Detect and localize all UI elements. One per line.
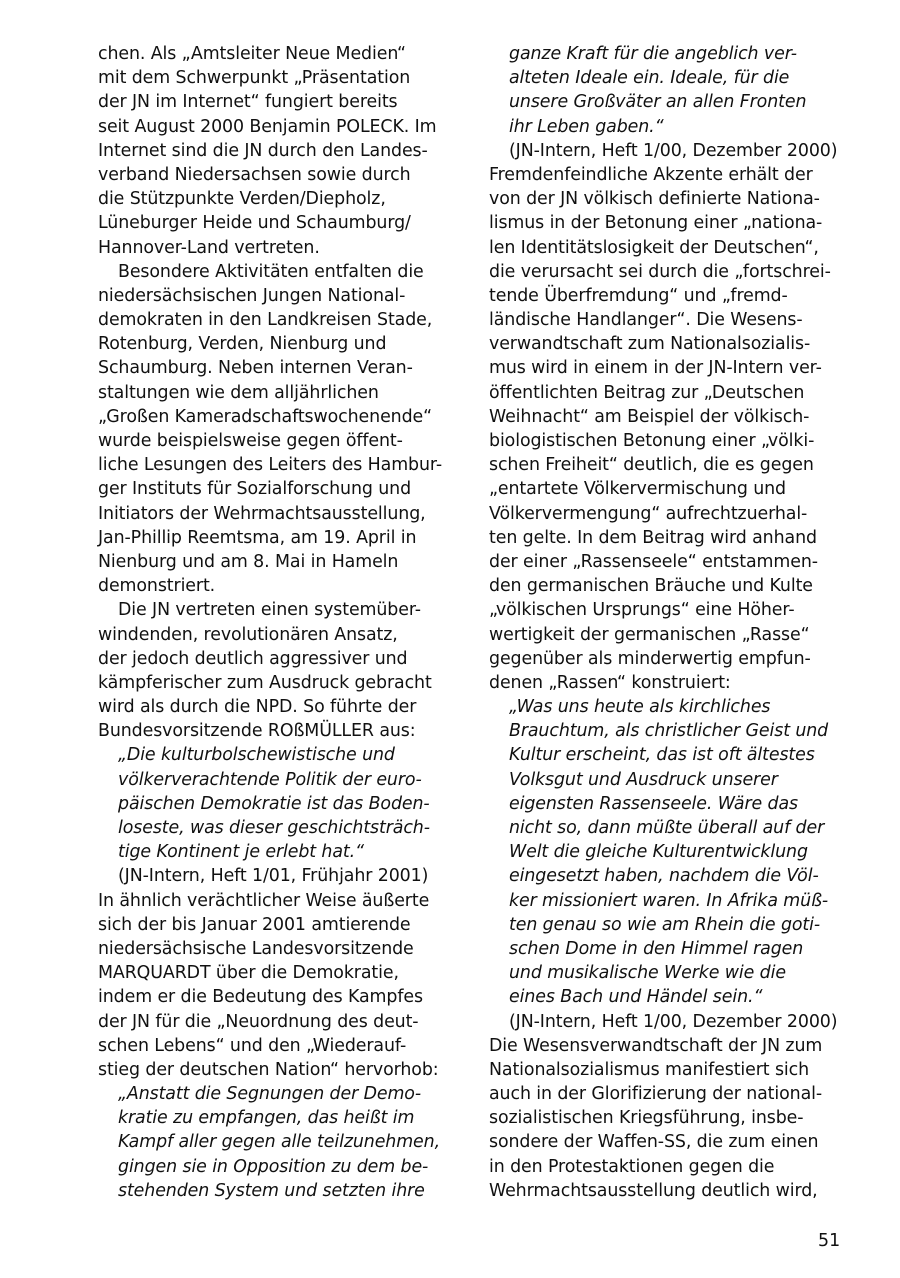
text-line: niedersächsischen Jungen National- xyxy=(98,285,406,306)
quote-line: gingen sie in Opposition zu dem be- xyxy=(118,1156,429,1177)
right-text-column xyxy=(489,42,849,1203)
text-line: mit dem Schwerpunkt „Präsentation xyxy=(98,68,411,89)
quote-line: ten genau so wie am Rhein die goti- xyxy=(509,914,821,935)
text-line: staltungen wie dem alljährlichen xyxy=(98,382,379,403)
text-line: ger Instituts für Sozialforschung und xyxy=(98,479,412,500)
text-line: len Identitätslosigkeit der Deutschen“, xyxy=(489,237,819,258)
text-line: kämpferischer zum Ausdruck gebracht xyxy=(98,672,432,693)
left-text-column xyxy=(98,42,460,1203)
text-line: liche Lesungen des Leiters des Hambur- xyxy=(98,455,443,476)
text-line: demokraten in den Landkreisen Stade, xyxy=(98,310,433,331)
text-line: chen. Als „Amtsleiter Neue Medien“ xyxy=(98,44,406,64)
text-line: den germanischen Bräuche und Kulte xyxy=(489,576,813,597)
quote-line: Brauchtum, als christlicher Geist und xyxy=(509,721,829,742)
text-line: „völkischen Ursprungs“ eine Höher- xyxy=(489,600,795,621)
text-line: die verursacht sei durch die „fortschrei- xyxy=(489,261,831,282)
quote-line: eines Bach und Händel sein.“ xyxy=(509,987,763,1008)
quote-line: alteten Ideale ein. Ideale, für die xyxy=(509,68,790,89)
quote-line: eigensten Rassenseele. Wäre das xyxy=(509,793,798,814)
text-line: verwandtschaft zum Nationalsozialis- xyxy=(489,334,811,355)
text-line: von der JN völkisch definierte Nationa- xyxy=(489,189,820,210)
quote-line: ihr Leben gaben.“ xyxy=(509,116,664,137)
quote-line: Volksgut und Ausdruck unserer xyxy=(509,769,778,790)
text-line: (JN-Intern, Heft 1/00, Dezember 2000) xyxy=(509,1011,838,1032)
text-line: Initiators der Wehrmachtsausstellung, xyxy=(98,503,426,524)
text-line: schen Lebens“ und den „Wiederauf- xyxy=(98,1035,407,1056)
quote-line: Welt die gleiche Kulturentwicklung xyxy=(509,842,808,863)
text-line: Völkervermengung“ aufrechtzuerhal- xyxy=(489,503,808,524)
text-line: stieg der deutschen Nation“ hervorhob: xyxy=(98,1059,439,1080)
text-line: demonstriert. xyxy=(98,576,216,597)
text-line: Jan-Phillip Reemtsma, am 19. April in xyxy=(98,527,417,548)
quote-line: „Anstatt die Segnungen der Demo- xyxy=(118,1084,422,1105)
quote-line: stehenden System und setzten ihre xyxy=(118,1180,425,1201)
text-line: Fremdenfeindliche Akzente erhält der xyxy=(489,164,813,185)
text-line: „entartete Völkervermischung und xyxy=(489,479,786,500)
quote-line: völkerverachtende Politik der euro- xyxy=(118,769,422,790)
text-line: in den Protestaktionen gegen die xyxy=(489,1156,775,1177)
text-line: Bundesvorsitzende ROßMÜLLER aus: xyxy=(98,721,416,742)
page-number: 51 xyxy=(818,1231,841,1251)
quote-line: eingesetzt haben, nachdem die Völ- xyxy=(509,866,819,887)
text-line: denen „Rassen“ konstruiert: xyxy=(489,672,731,693)
text-line: „Großen Kameradschaftswochenende“ xyxy=(98,406,433,427)
text-line: Lüneburger Heide und Schaumburg/ xyxy=(98,213,411,234)
text-line: Wehrmachtsausstellung deutlich wird, xyxy=(489,1180,818,1201)
text-line: Besondere Aktivitäten entfalten die xyxy=(118,261,424,282)
text-line: Hannover-Land vertreten. xyxy=(98,237,320,258)
text-line: die Stützpunkte Verden/Diepholz, xyxy=(98,189,386,210)
text-line: mus wird in einem in der JN-Intern ver- xyxy=(489,358,822,379)
text-line: tende Überfremdung“ und „fremd- xyxy=(489,285,788,306)
text-line: auch in der Glorifizierung der national- xyxy=(489,1084,823,1105)
text-line: Die JN vertreten einen systemüber- xyxy=(118,600,421,621)
text-line: der einer „Rassenseele“ entstammen- xyxy=(489,551,818,572)
text-line: verband Niedersachsen sowie durch xyxy=(98,164,411,185)
text-line: Nationalsozialismus manifestiert sich xyxy=(489,1059,810,1080)
text-line: indem er die Bedeutung des Kampfes xyxy=(98,987,423,1008)
text-line: wird als durch die NPD. So führte der xyxy=(98,697,417,718)
quote-line: Kultur erscheint, das ist oft ältestes xyxy=(509,745,815,766)
text-line: MARQUARDT über die Demokratie, xyxy=(98,963,399,984)
text-line: niedersächsische Landesvorsitzende xyxy=(98,938,414,959)
quote-line: „Die kulturbolschewistische und xyxy=(118,745,395,766)
text-line: der JN im Internet“ fungiert bereits xyxy=(98,92,398,113)
text-line: lismus in der Betonung einer „nationa- xyxy=(489,213,823,234)
text-line: Schaumburg. Neben internen Veran- xyxy=(98,358,413,379)
text-line: ten gelte. In dem Beitrag wird anhand xyxy=(489,527,817,548)
quote-line: und musikalische Werke wie die xyxy=(509,963,786,984)
text-line: sondere der Waffen-SS, die zum einen xyxy=(489,1132,819,1153)
text-line: sozialistischen Kriegsführung, insbe- xyxy=(489,1108,804,1129)
text-line: Nienburg und am 8. Mai in Hameln xyxy=(98,551,399,572)
text-line: (JN-Intern, Heft 1/00, Dezember 2000) xyxy=(509,140,838,161)
text-line: Weihnacht“ am Beispiel der völkisch- xyxy=(489,406,810,427)
quote-line: Kampf aller gegen alle teilzunehmen, xyxy=(118,1132,441,1153)
text-line: seit August 2000 Benjamin POLECK. Im xyxy=(98,116,437,137)
text-line: In ähnlich verächtlicher Weise äußerte xyxy=(98,890,430,911)
text-line: der JN für die „Neuordnung des deut- xyxy=(98,1011,419,1032)
text-line: Die Wesensverwandtschaft der JN zum xyxy=(489,1035,823,1056)
text-line: Rotenburg, Verden, Nienburg und xyxy=(98,334,387,355)
quote-line: tige Kontinent je erlebt hat.“ xyxy=(118,842,364,863)
text-line: ländische Handlanger“. Die Wesens- xyxy=(489,310,803,331)
text-line: wurde beispielsweise gegen öffent- xyxy=(98,431,403,451)
quote-line: kratie zu empfangen, das heißt im xyxy=(118,1108,415,1129)
text-line: biologistischen Betonung einer „völki- xyxy=(489,431,815,451)
text-line: sich der bis Januar 2001 amtierende xyxy=(98,914,411,935)
quote-line: nicht so, dann müßte überall auf der xyxy=(509,818,825,838)
text-line: öffentlichten Beitrag zur „Deutschen xyxy=(489,382,805,403)
text-line: schen Freiheit“ deutlich, die es gegen xyxy=(489,455,814,476)
text-line: windenden, revolutionären Ansatz, xyxy=(98,624,398,645)
quote-line: päischen Demokratie ist das Boden- xyxy=(118,793,430,814)
text-line: wertigkeit der germanischen „Rasse“ xyxy=(489,624,810,645)
quote-line: schen Dome in den Himmel ragen xyxy=(509,938,804,959)
text-line: (JN-Intern, Heft 1/01, Frühjahr 2001) xyxy=(118,866,429,887)
quote-line: „Was uns heute als kirchliches xyxy=(509,697,771,718)
quote-line: loseste, was dieser geschichtsträch- xyxy=(118,818,430,838)
quote-line: unsere Großväter an allen Fronten xyxy=(509,92,807,113)
text-line: gegenüber als minderwertig empfun- xyxy=(489,648,811,669)
text-line: der jedoch deutlich aggressiver und xyxy=(98,648,408,669)
quote-line: ker missioniert waren. In Afrika müß- xyxy=(509,890,829,911)
text-line: Internet sind die JN durch den Landes- xyxy=(98,140,428,161)
quote-line: ganze Kraft für die angeblich ver- xyxy=(509,44,797,64)
